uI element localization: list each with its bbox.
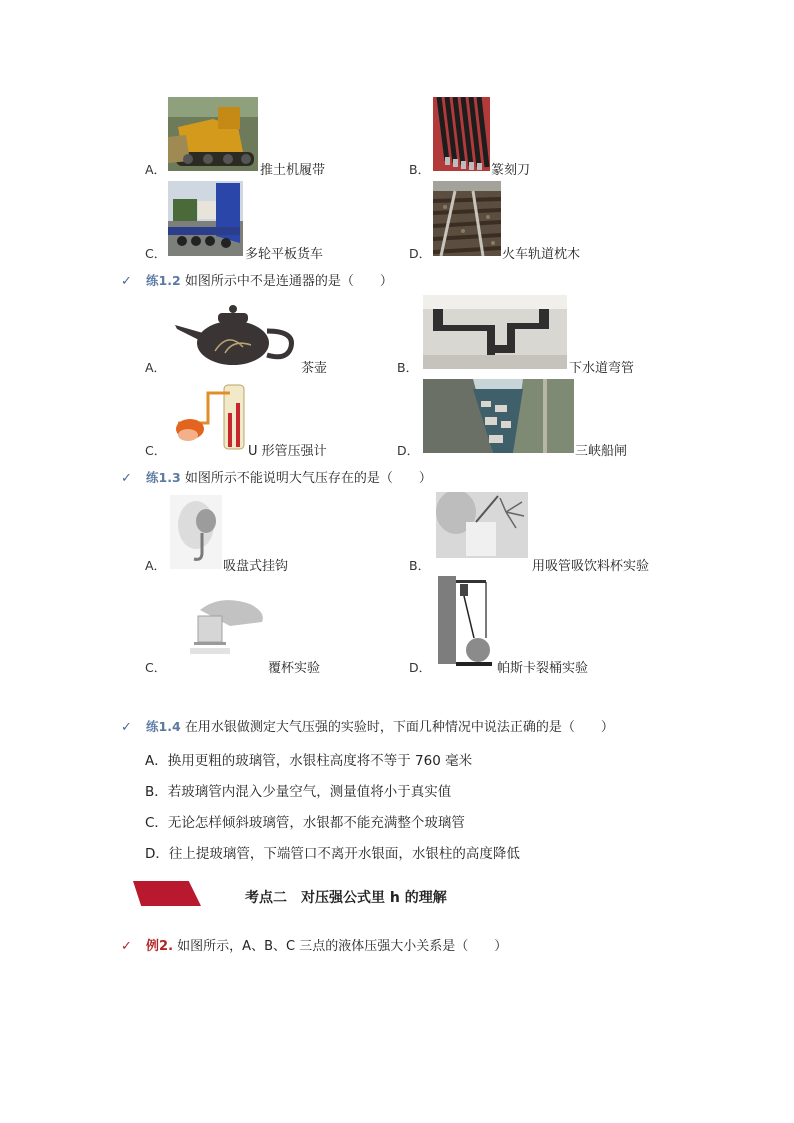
q1-option-a-caption: 推土机履带 [260, 163, 326, 178]
section-title: 考点二 对压强公式里 h 的理解 [245, 890, 447, 906]
q3-option-b-caption: 用吸管吸饮料杯实验 [532, 559, 650, 574]
q1-option-c-letter: C． [145, 246, 167, 261]
q2-option-b-letter: B． [397, 360, 419, 375]
question-text: 如图所示中不是连通器的是（ ） [184, 274, 393, 289]
check-icon: ✓ [121, 939, 132, 954]
check-icon: ✓ [121, 274, 132, 289]
q1-option-a-letter: A． [145, 162, 167, 177]
q2-option-d-letter: D． [397, 443, 420, 458]
question-text: 如图所示不能说明大气压存在的是（ ） [184, 471, 432, 486]
q3-option-d-caption: 帕斯卡裂桶实验 [497, 661, 589, 676]
ship-lock-image [423, 379, 574, 453]
q4-option-d: D．往上提玻璃管，下端管口不离开水银面，水银柱的高度降低 [145, 846, 520, 862]
question-1-2 [121, 270, 393, 289]
q2-option-c-letter: C． [145, 443, 167, 458]
question-1-4 [121, 716, 614, 735]
question-label: 练1.3 [146, 470, 181, 485]
example-text: 如图所示，A、B、C 三点的液体压强大小关系是（ ） [177, 939, 508, 954]
q3-option-a-caption: 吸盘式挂钩 [223, 559, 289, 574]
flatbed-truck-image [168, 181, 243, 256]
q2-option-b-caption: 下水道弯管 [569, 361, 635, 376]
q2-option-a-caption: 茶壶 [301, 361, 328, 376]
q4-option-a: A．换用更粗的玻璃管，水银柱高度将不等于 760 毫米 [145, 753, 473, 769]
check-icon: ✓ [121, 471, 132, 486]
question-label: 练1.4 [146, 719, 181, 734]
check-icon: ✓ [121, 720, 132, 735]
q2-option-d-caption: 三峡船闸 [575, 444, 628, 459]
q1-option-b-letter: B． [409, 162, 431, 177]
suction-hook-image [170, 495, 222, 569]
q3-option-c-letter: C． [145, 660, 167, 675]
example-2 [121, 935, 507, 954]
teapot-image [173, 303, 299, 369]
q1-option-b-caption: 篆刻刀 [491, 163, 531, 178]
u-tube-manometer-image [168, 383, 248, 453]
railway-sleepers-image [433, 181, 501, 256]
question-text: 在用水银做测定大气压强的实验时，下面几种情况中说法正确的是（ ） [184, 720, 614, 735]
q3-option-d-letter: D． [409, 660, 432, 675]
question-label: 练1.2 [146, 273, 181, 288]
q3-option-a-letter: A． [145, 558, 167, 573]
section-band-icon [133, 881, 201, 906]
bulldozer-image [168, 97, 258, 171]
carving-knives-image [433, 97, 490, 171]
q2-option-c-caption: U 形管压强计 [248, 444, 327, 459]
q3-option-b-letter: B． [409, 558, 431, 573]
q4-option-b: B．若玻璃管内混入少量空气，测量值将小于真实值 [145, 784, 452, 800]
q1-option-d-caption: 火车轨道枕木 [502, 247, 581, 262]
drinking-straw-image [436, 492, 528, 558]
question-1-3 [121, 467, 432, 486]
inverted-cup-image [170, 590, 266, 658]
q1-option-c-caption: 多轮平板货车 [245, 247, 324, 262]
sink-drain-image [423, 295, 567, 369]
q2-option-a-letter: A． [145, 360, 167, 375]
q4-option-c: C．无论怎样倾斜玻璃管，水银都不能充满整个玻璃管 [145, 815, 465, 831]
example-label: 例2. [146, 939, 174, 954]
pascal-barrel-image [438, 576, 494, 668]
q1-option-d-letter: D． [409, 246, 432, 261]
q3-option-c-caption: 覆杯实验 [268, 661, 321, 676]
